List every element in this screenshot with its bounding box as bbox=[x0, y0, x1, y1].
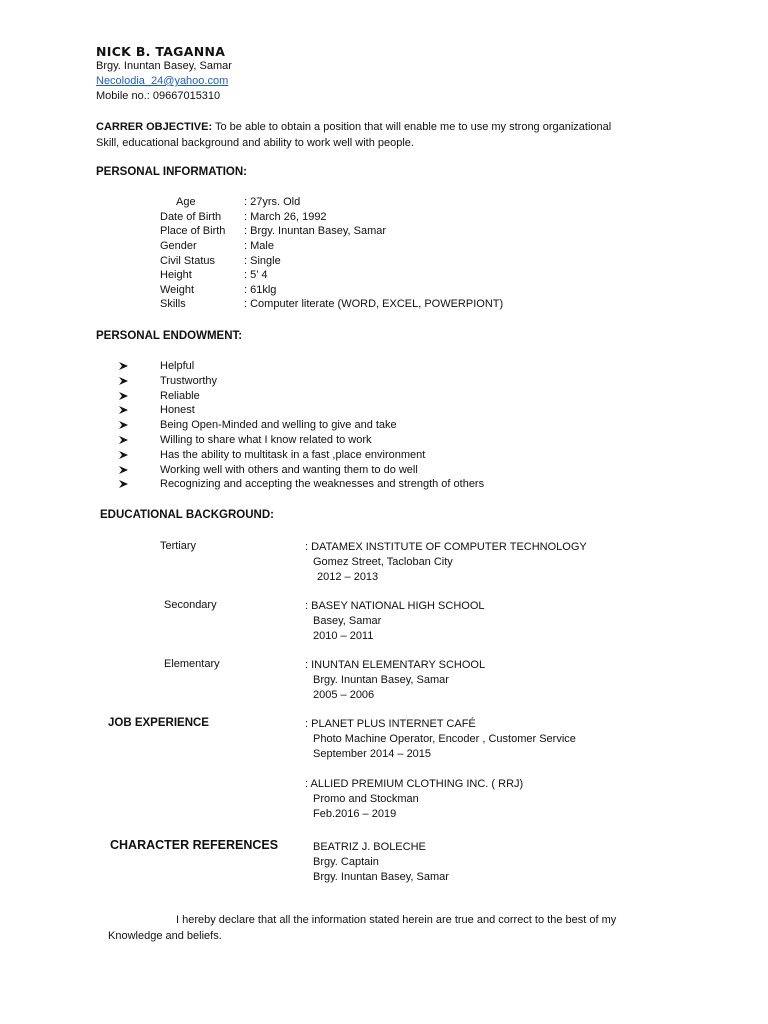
job-1 bbox=[305, 717, 576, 761]
arrow-bullet-icon bbox=[118, 449, 130, 461]
tertiary-address: Gomez Street, Tacloban City bbox=[313, 555, 453, 568]
arrow-bullet-icon bbox=[118, 375, 130, 387]
job-1-company: : PLANET PLUS INTERNET CAFÉ bbox=[305, 718, 476, 730]
endowment-text: Helpful bbox=[160, 360, 195, 372]
info-label: Height bbox=[160, 269, 192, 281]
info-value: : 5’ 4 bbox=[244, 269, 268, 281]
info-value: : 61klg bbox=[244, 284, 277, 296]
job-1-role: Photo Machine Operator, Encoder , Customer Service bbox=[313, 732, 576, 745]
arrow-bullet-icon bbox=[118, 419, 130, 431]
reference-position: Brgy. Captain bbox=[313, 855, 379, 868]
objective-line-1 bbox=[96, 121, 611, 133]
personal-info-heading: PERSONAL INFORMATION: bbox=[96, 166, 247, 178]
job-experience-heading: JOB EXPERIENCE bbox=[108, 717, 209, 729]
address: Brgy. Inuntan Basey, Samar bbox=[96, 60, 232, 72]
endowment-text: Willing to share what I know related to work bbox=[160, 434, 372, 446]
job-2 bbox=[305, 777, 523, 821]
endowment-text: Has the ability to multitask in a fast ,place environment bbox=[160, 448, 426, 461]
elementary-school: : INUNTAN ELEMENTARY SCHOOL bbox=[305, 659, 486, 671]
elementary-details bbox=[305, 658, 485, 702]
references-heading: CHARACTER REFERENCES bbox=[110, 838, 279, 852]
reference-1 bbox=[313, 840, 449, 884]
info-value: : Male bbox=[244, 240, 274, 252]
secondary-details bbox=[305, 599, 485, 643]
endowment-text: Working well with others and wanting them to do well bbox=[160, 463, 418, 476]
secondary-years: 2010 – 2011 bbox=[313, 629, 374, 642]
endowment-text: Recognizing and accepting the weaknesses and strength of others bbox=[160, 478, 485, 491]
tertiary-label: Tertiary bbox=[160, 540, 197, 552]
elementary-years: 2005 – 2006 bbox=[313, 688, 375, 701]
arrow-bullet-icon bbox=[118, 478, 130, 490]
elementary-label: Elementary bbox=[164, 658, 220, 670]
info-value: : Computer literate (WORD, EXCEL, POWERPIONT) bbox=[244, 298, 504, 310]
arrow-bullet-icon bbox=[118, 404, 130, 416]
applicant-name: NICK B. TAGANNA bbox=[96, 44, 226, 59]
arrow-bullet-icon bbox=[118, 464, 130, 476]
endowment-heading: PERSONAL ENDOWMENT: bbox=[96, 330, 243, 342]
info-label: Age bbox=[176, 196, 196, 208]
arrow-bullet-icon bbox=[118, 360, 130, 372]
info-label: Skills bbox=[160, 298, 186, 310]
arrow-bullet-icon bbox=[118, 390, 130, 402]
info-label: Date of Birth bbox=[160, 211, 222, 223]
email-link[interactable]: Necolodia_24@yahoo.com bbox=[96, 75, 229, 87]
endowment-text: Being Open-Minded and welling to give and take bbox=[160, 419, 397, 432]
objective-label: CARRER OBJECTIVE: bbox=[96, 121, 213, 133]
secondary-school: : BASEY NATIONAL HIGH SCHOOL bbox=[305, 600, 485, 612]
secondary-label: Secondary bbox=[164, 599, 217, 611]
reference-name: BEATRIZ J. BOLECHE bbox=[313, 841, 426, 853]
tertiary-years: 2012 – 2013 bbox=[317, 570, 379, 583]
mobile-number: Mobile no.: 09667015310 bbox=[96, 90, 221, 102]
declaration-line-2: Knowledge and beliefs. bbox=[108, 930, 222, 942]
info-value: : Single bbox=[244, 255, 281, 267]
objective-text: To be able to obtain a position that will enable me to use my strong organizational bbox=[212, 121, 612, 133]
secondary-address: Basey, Samar bbox=[313, 614, 382, 627]
tertiary-details bbox=[305, 540, 587, 584]
reference-address: Brgy. Inuntan Basey, Samar bbox=[313, 870, 449, 883]
info-label: Weight bbox=[160, 284, 195, 296]
info-label: Place of Birth bbox=[160, 225, 226, 237]
arrow-bullet-icon bbox=[118, 434, 130, 446]
info-value: : Brgy. Inuntan Basey, Samar bbox=[244, 225, 387, 237]
elementary-address: Brgy. Inuntan Basey, Samar bbox=[313, 673, 449, 686]
education-heading: EDUCATIONAL BACKGROUND: bbox=[100, 509, 274, 521]
objective-line-2: Skill, educational background and ability to work well with people. bbox=[96, 137, 414, 149]
endowment-text: Honest bbox=[160, 404, 195, 417]
endowment-text: Trustworthy bbox=[160, 374, 218, 387]
job-1-dates: September 2014 – 2015 bbox=[313, 747, 432, 760]
declaration-line-1: I hereby declare that all the information stated herein are true and correct to the best of my bbox=[176, 914, 617, 926]
info-value: : March 26, 1992 bbox=[244, 211, 327, 223]
job-2-company: : ALLIED PREMIUM CLOTHING INC. ( RRJ) bbox=[305, 778, 524, 790]
info-label: Civil Status bbox=[160, 255, 216, 267]
job-2-dates: Feb.2016 – 2019 bbox=[313, 807, 397, 820]
info-value: : 27yrs. Old bbox=[244, 196, 301, 208]
info-label: Gender bbox=[160, 240, 197, 252]
job-2-role: Promo and Stockman bbox=[313, 792, 419, 805]
endowment-text: Reliable bbox=[160, 389, 200, 402]
tertiary-school: : DATAMEX INSTITUTE OF COMPUTER TECHNOLOGY bbox=[305, 541, 587, 553]
